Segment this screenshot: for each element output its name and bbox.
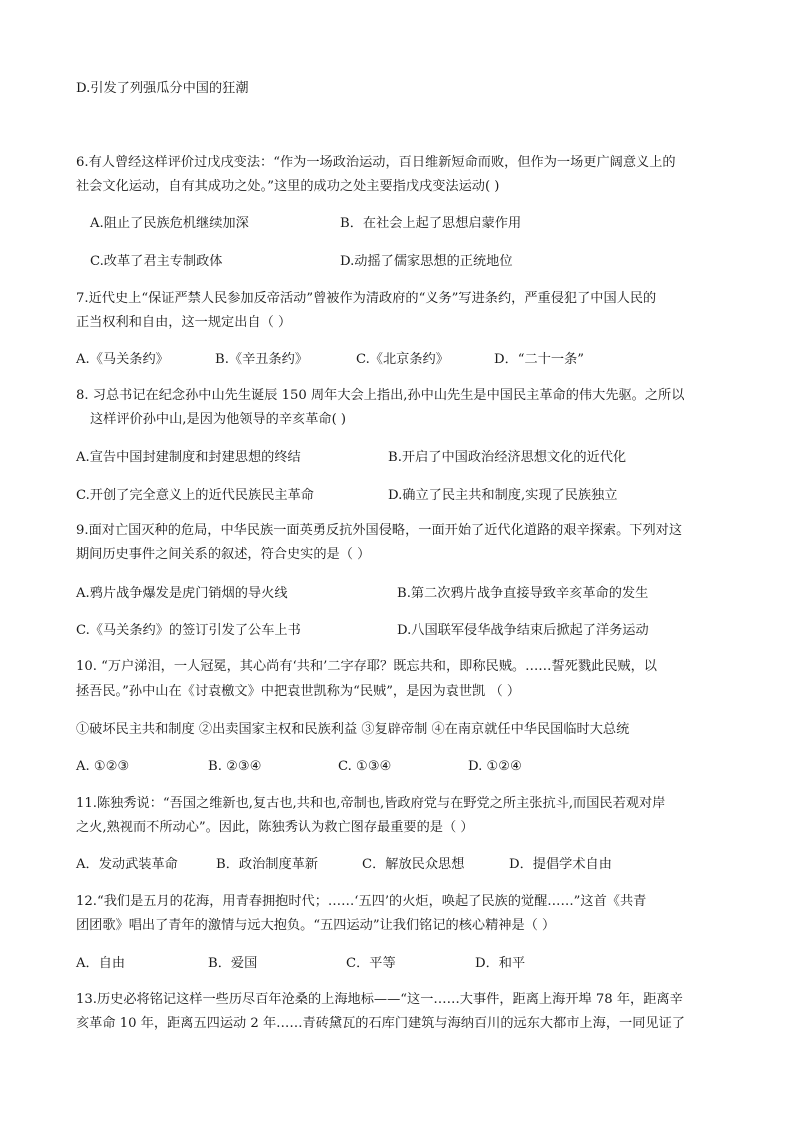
q6-option-a: A.阻止了民族危机继续加深 [90,216,249,231]
q6-stem-line2: 社会文化运动，自有其成功之处。”这里的成功之处主要指戊戌变法运动( ) [76,179,500,194]
q9-stem-line2: 期间历史事件之间关系的叙述，符合史实的是（ ） [76,547,371,562]
q9-option-a: A.鸦片战争爆发是虎门销烟的导火线 [76,586,288,601]
q9-option-d: D.八国联军侵华战争结束后掀起了洋务运动 [397,623,649,638]
q8-stem-line2: 这样评价孙中山,是因为他领导的辛亥革命( ) [90,412,347,427]
q6-option-c: C.改革了君主专制政体 [90,254,223,269]
q8-option-d: D.确立了民主共和制度,实现了民族独立 [388,488,618,503]
q7-option-d: D．“二十一条” [494,352,584,367]
q10-option-d: D. ①②④ [468,759,522,774]
q7-option-a: A.《马关条约》 [76,352,169,367]
q13-stem-line1: 13.历史必将铭记这样一些历尽百年沧桑的上海地标——“这一……大事件，距离上海开埠 78 年，距离辛 [76,992,683,1007]
q6-stem-line1: 6.有人曾经这样评价过戊戌变法：“作为一场政治运动，百日维新短命而败，但作为一场更广阔意义上的 [76,155,676,170]
q10-stem-line2: 拯吾民。”孙中山在《讨袁檄文》中把袁世凯称为“民贼”，是因为袁世凯 （ ） [76,684,521,699]
q11-stem-line1: 11.陈独秀说：“吾国之维新也,复古也,共和也,帝制也,皆政府党与在野党之所主张抗斗,而国民若观对岸 [76,796,666,811]
q12-option-d: D．和平 [475,956,526,971]
q10-option-b: B. ②③④ [208,759,262,774]
q5-option-d: D.引发了列强瓜分中国的狂潮 [76,81,249,96]
q7-option-b: B.《辛丑条约》 [215,352,309,367]
q9-stem-line1: 9.面对亡国灭种的危局，中华民族一面英勇反抗外国侵略，一面开始了近代化道路的艰辛探索。下列对这 [76,523,683,538]
q6-option-b: B．在社会上起了思想启蒙作用 [340,216,522,231]
q8-option-a: A.宣告中国封建制度和封建思想的终结 [76,450,301,465]
q8-stem-line1: 8. 习总书记在纪念孙中山先生诞辰 150 周年大会上指出,孙中山先生是中国民主革命的伟大先驱。之所以 [76,388,685,403]
q10-option-a: A. ①②③ [76,759,130,774]
q11-option-a: A．发动武装革命 [76,857,178,872]
q7-option-c: C.《北京条约》 [356,352,449,367]
q8-option-b: B.开启了中国政治经济思想文化的近代化 [388,450,627,465]
q11-option-b: B．政治制度革新 [216,857,319,872]
q7-stem-line1: 7.近代史上“保证严禁人民参加反帝活动”曾被作为清政府的“义务”写进条约，严重侵犯了中国人民的 [76,291,657,306]
q11-stem-line2: 之火,熟视而不所动心”。因此，陈独秀认为救亡图存最重要的是（ ） [76,820,474,835]
q10-stem-line1: 10. “万户涕泪，一人冠冕，其心尚有‘共和’二字存耶？既忘共和，即称民贼。……誓死戮此民贼，以 [76,659,657,674]
q9-option-c: C.《马关条约》的签订引发了公车上书 [76,623,301,638]
q8-option-c: C.开创了完全意义上的近代民族民主革命 [76,488,314,503]
q12-stem-line2: 团团歌》唱出了青年的激情与远大抱负。“五四运动”让我们铭记的核心精神是（ ） [76,918,556,933]
q6-option-d: D.动摇了儒家思想的正统地位 [340,254,513,269]
q11-option-c: C．解放民众思想 [362,857,465,872]
q12-option-a: A．自由 [76,956,126,971]
q12-option-c: C．平等 [346,956,396,971]
q12-stem-line1: 12.“我们是五月的花海，用青春拥抱时代；……‘五四’的火炬，唤起了民族的觉醒……”这首《共青 [76,894,647,909]
q12-option-b: B．爱国 [208,956,258,971]
q11-option-d: D．提倡学术自由 [509,857,612,872]
q13-stem-line2: 亥革命 10 年，距离五四运动 2 年……青砖黛瓦的石库门建筑与海纳百川的远东大都市上海，一同见证了 [76,1016,685,1031]
q9-option-b: B.第二次鸦片战争直接导致辛亥革命的发生 [397,586,649,601]
q10-items: ①破坏民主共和制度 ②出卖国家主权和民族利益 ③复辟帝制 ④在南京就任中华民国临时大总统 [76,722,630,737]
q10-option-c: C. ①③④ [338,759,392,774]
q7-stem-line2: 正当权利和自由，这一规定出自（ ） [76,315,292,330]
